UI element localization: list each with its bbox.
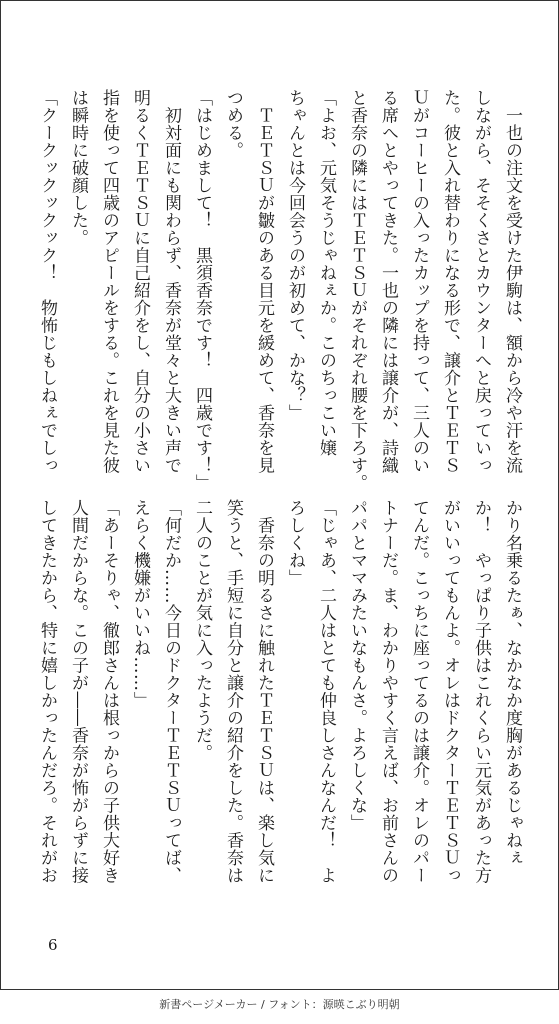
text-block-lower: かり名乗るたぁ、なかなか度胸があるじゃねぇ か！ やっぱり子供はこれくらい元気があった方 がいいってもんよ。オレはドクターＴＥＴＳＵっ てんだ。こっちに座ってるのは譲介。オレのパー トナーだ。ま、わかりやすく言えば、お前さんの パパとママみたいなもんさ。よろしくな」 「じゃあ、二人はとても仲良しさんなんだ！ よ ろしくね」 香奈の明るさに触れたＴＥＴＳＵは、楽し気に 笑うと、手短に自分と譲介の紹介をした。香奈は 二人のことが気に入ったようだ。 「何だか……今日のドクターＴＥＴＳＵってば、 えらく機嫌がいいね……」 「あーそりゃ、徹郎さんは根っからの子供大好き 人間だからな。この子が――香奈が怖がらずに接 してきたから、特に嬉しかったんだろ。それがお xyxy=(37,499,522,884)
page-number: 6 xyxy=(48,936,58,954)
footer-credit: 新書ページメーカー / フォント：源暎こぶり明朝 xyxy=(159,998,400,1011)
text-block-upper: 一也の注文を受けた伊駒は、額から冷や汗を流 しながら、そそくさとカウンターへと戻っていっ た。彼と入れ替わりになる形で、譲介とＴＥＴＳ Ｕがコーヒーの入ったカップを持って、三人のい る席へとやってきた。一也の隣には譲介が、詩織 と香奈の隣にはＴＥＴＳＵがそれぞれ腰を下ろす。 「よお、元気そうじゃねぇか。このちっこい嬢 ちゃんとは今回会うのが初めて、かな？」 ＴＥＴＳＵが皺のある目元を緩めて、香奈を見 つめる。 「はじめまして！ 黒須香奈です！ 四歳です！」 初対面にも関わらず、香奈が堂々と大きい声で 明るくＴＥＴＳＵに自己紹介をし、自分の小さい 指を使って四歳のアピールをする。これを見た彼 は瞬時に破顔した。 「クークックックック！ 物怖じもしねぇでしっ xyxy=(37,89,522,492)
